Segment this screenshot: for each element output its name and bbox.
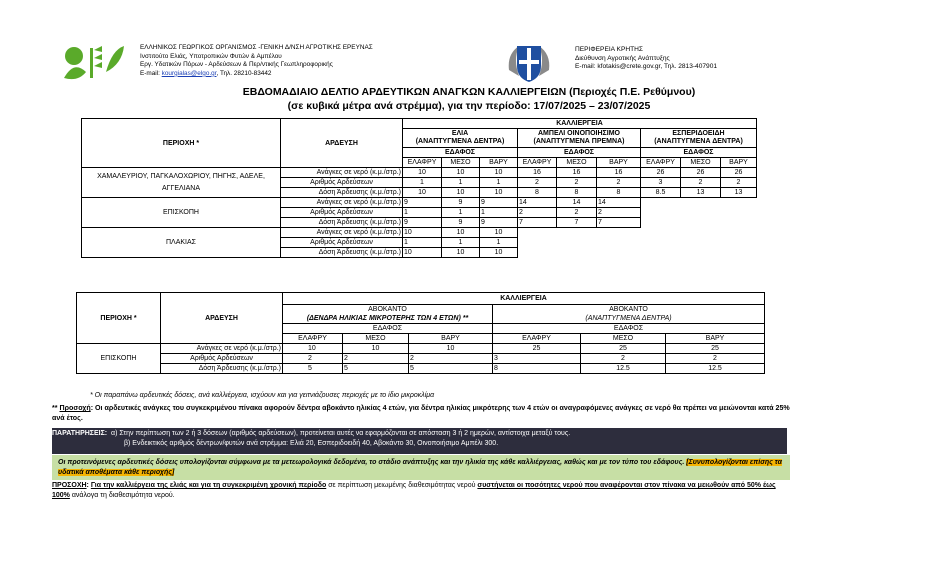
- cell: 2: [681, 178, 721, 188]
- soil-medium: ΜΕΣΟ: [557, 158, 597, 168]
- warning-bold: Για την καλλιέργεια της ελιάς και για τη συγκεκριμένη χρονική περίοδο: [90, 482, 327, 489]
- cell: 7: [597, 218, 641, 228]
- header-right-line-3: E-mail: kfotakis@crete.gov.gr, Τηλ. 2813-407901: [575, 63, 718, 71]
- cell: 25: [493, 344, 581, 354]
- header-irrigation: ΑΡΔΕΥΣΗ: [161, 293, 283, 344]
- cell: 26: [641, 168, 681, 178]
- empty-cell: [518, 228, 757, 238]
- cell: 9: [480, 218, 518, 228]
- cell: 9: [403, 198, 442, 208]
- cell: 10: [283, 344, 343, 354]
- cell: 7: [557, 218, 597, 228]
- cell: 1: [480, 178, 518, 188]
- cell: 2: [597, 208, 641, 218]
- header-irrigation: ΑΡΔΕΥΣΗ: [281, 119, 403, 168]
- footnote-1: * Οι παραπάνω αρδευτικές δόσεις, ανά καλλιέργεια, ισχύουν και για γειτνιάζουσες περιοχές με το ίδιο μικροκλίμα: [90, 392, 435, 399]
- crop-avocado-young: [283, 305, 493, 324]
- row-label: Δόση Άρδευσης (κ.μ./στρ.): [281, 248, 403, 258]
- header-right-line-2: Διεύθυνση Αγροτικής Ανάπτυξης: [575, 54, 670, 62]
- cell: 2: [581, 354, 666, 364]
- cell: 10: [480, 228, 518, 238]
- cell: 2: [518, 178, 557, 188]
- cell: 12.5: [666, 364, 765, 374]
- cell: 5: [409, 364, 493, 374]
- soil-heavy: ΒΑΡΥ: [409, 334, 493, 344]
- cell: 14: [557, 198, 597, 208]
- cell: 9: [442, 218, 480, 228]
- cell: 10: [442, 248, 480, 258]
- cell: 3: [493, 354, 581, 364]
- irrigation-table-2: [76, 292, 765, 374]
- cell: 10: [442, 228, 480, 238]
- row-label: Ανάγκες σε νερό (κ.μ./στρ.): [281, 198, 403, 208]
- row-label: Ανάγκες σε νερό (κ.μ./στρ.): [281, 228, 403, 238]
- cell: 10: [343, 344, 409, 354]
- crop-sub: (ΑΝΑΠΤΥΓΜΕΝΑ ΔΕΝΤΡΑ): [585, 315, 672, 322]
- empty-cell: [518, 238, 757, 248]
- crop-name: ΕΣΠΕΡΙΔΟΕΙΔΗ: [672, 130, 725, 137]
- region-name: ΧΑΜΑΛΕΥΡΙΟΥ, ΠΑΓΚΑΛΟΧΩΡΙΟΥ, ΠΗΓΗΣ, ΑΔΕΛΕ, ΑΓΓΕΛΙΑΝΑ: [82, 168, 281, 198]
- cell: 16: [557, 168, 597, 178]
- soil-light: ΕΛΑΦΡΥ: [518, 158, 557, 168]
- header-crops: ΚΑΛΛΙΕΡΓΕΙΑ: [403, 119, 757, 129]
- soil-medium: ΜΕΣΟ: [343, 334, 409, 344]
- header-right-line-1: ΠΕΡΙΦΕΡΕΙΑ ΚΡΗΤΗΣ: [575, 46, 643, 53]
- footnote-2: [52, 404, 794, 423]
- cell: 10: [442, 168, 480, 178]
- header-left-line-3: Εργ. Υδατικών Πόρων - Αρδεύσεων & Περ/ντικής Γεωπληροφορικής: [140, 61, 333, 69]
- cell: 8: [493, 364, 581, 374]
- soil-light: ΕΛΑΦΡΥ: [403, 158, 442, 168]
- cell: 10: [409, 344, 493, 354]
- header-left-line-2: Ινστιτούτο Ελιάς, Υποτροπικών Φυτών & Αμπέλου: [140, 52, 282, 60]
- cell: 10: [480, 188, 518, 198]
- crop-sub: (ΑΝΑΠΤΥΓΜΕΝΑ ΔΕΝΤΡΑ): [415, 138, 505, 145]
- crop-name: ΑΒΟΚΑΝΤΟ: [368, 306, 407, 313]
- cell: 1: [480, 208, 518, 218]
- soil-light: ΕΛΑΦΡΥ: [493, 334, 581, 344]
- row-label: Δόση Άρδευσης (κ.μ./στρ.): [281, 218, 403, 228]
- header-region: ΠΕΡΙΟΧΗ *: [82, 119, 281, 168]
- header-region: ΠΕΡΙΟΧΗ *: [77, 293, 161, 344]
- soil-light: ΕΛΑΦΡΥ: [283, 334, 343, 344]
- soil-heavy: ΒΑΡΥ: [721, 158, 757, 168]
- phone: , Τηλ. 28210-83442: [216, 69, 272, 77]
- crop-olive: [403, 129, 518, 148]
- row-label: Ανάγκες σε νερό (κ.μ./στρ.): [281, 168, 403, 178]
- cell: 13: [721, 188, 757, 198]
- footnote-2-star: **: [52, 404, 60, 412]
- cell: 14: [597, 198, 641, 208]
- row-label: Δόση Άρδευσης (κ.μ./στρ.): [161, 364, 283, 374]
- greek-coat-of-arms-icon: [505, 40, 553, 86]
- table-row: [82, 228, 757, 238]
- header-left: [60, 42, 480, 86]
- cell: 10: [442, 188, 480, 198]
- cell: 8: [597, 188, 641, 198]
- table-row: [77, 354, 765, 364]
- cell: 7: [518, 218, 557, 228]
- info-box: [52, 455, 790, 480]
- info-highlight: [Συνυπολογίζονται επίσης τα υδατικά αποθέματα κάθε περιοχής]: [58, 459, 782, 476]
- cell: 8.5: [641, 188, 681, 198]
- crop-vine: [518, 129, 641, 148]
- table-row: [82, 198, 757, 208]
- cell: 10: [480, 168, 518, 178]
- region-name: ΕΠΙΣΚΟΠΗ: [82, 198, 281, 228]
- cell: 10: [403, 188, 442, 198]
- cell: 2: [343, 354, 409, 364]
- row-label: Ανάγκες σε νερό (κ.μ./στρ.): [161, 344, 283, 354]
- soil-medium: ΜΕΣΟ: [681, 158, 721, 168]
- warning-mid: σε περίπτωση μειωμένης διαθεσιμότητας νερού: [326, 482, 478, 489]
- cell: 2: [557, 178, 597, 188]
- empty-cell: [641, 208, 757, 218]
- footnote-2-text: : Οι αρδευτικές ανάγκες του συγκεκριμένου πίνακα αφορούν δέντρα αβοκάντο ηλικίας 4 ετών, για δέντρα ηλικίας μικρότερης των 4 ετών οι αναγραφόμενες ανάγκες σε νερό θα πρέπει να μειώνονται κατά 25% ανά έτος.: [52, 404, 790, 422]
- cell: 5: [343, 364, 409, 374]
- region-name: ΕΠΙΣΚΟΠΗ: [77, 344, 161, 374]
- warning-underline: συστήνεται οι ποσότητες νερού που αναφέρονται στον πίνακα να μειωθούν από 50% έως 100%: [52, 482, 776, 499]
- cell: 1: [442, 178, 480, 188]
- soil-heavy: ΒΑΡΥ: [597, 158, 641, 168]
- cell: 9: [480, 198, 518, 208]
- cell: 26: [721, 168, 757, 178]
- cell: 2: [557, 208, 597, 218]
- row-label: Δόση Άρδευσης (κ.μ./στρ.): [281, 188, 403, 198]
- soil-label: ΕΔΑΦΟΣ: [403, 148, 518, 158]
- soil-label: ΕΔΑΦΟΣ: [493, 324, 765, 334]
- table-row: [77, 364, 765, 374]
- cell: 10: [403, 168, 442, 178]
- empty-cell: [641, 198, 757, 208]
- cell: 1: [403, 178, 442, 188]
- soil-medium: ΜΕΣΟ: [442, 158, 480, 168]
- remarks-bar: [52, 428, 787, 454]
- soil-heavy: ΒΑΡΥ: [480, 158, 518, 168]
- soil-light: ΕΛΑΦΡΥ: [641, 158, 681, 168]
- soil-label: ΕΔΑΦΟΣ: [518, 148, 641, 158]
- cell: 10: [403, 248, 442, 258]
- remarks-b: β) Ενδεικτικός αριθμός δέντρων/φυτών ανά στρέμμα: Ελιά 20, Εσπεριδοειδή 40, Αβοκάντο 30, Οινοποιήσιμο Αμπέλι 300.: [124, 440, 499, 447]
- cell: 1: [403, 208, 442, 218]
- cell: 1: [442, 238, 480, 248]
- page-title: ΕΒΔΟΜΑΔΙΑΙΟ ΔΕΛΤΙΟ ΑΡΔΕΥΤΙΚΩΝ ΑΝΑΓΚΩΝ ΚΑΛΛΙΕΡΓΕΙΩΝ (Περιοχές Π.Ε. Ρεθύμνου): [242, 86, 696, 98]
- cell: 3: [641, 178, 681, 188]
- cell: 1: [442, 208, 480, 218]
- cell: 26: [681, 168, 721, 178]
- cell: 25: [581, 344, 666, 354]
- crop-citrus: [641, 129, 757, 148]
- crop-name: ΑΜΠΕΛΙ ΟΙΝΟΠΟΙΗΣΙΜΟ: [538, 130, 620, 137]
- cell: 2: [666, 354, 765, 364]
- elgo-logo: [60, 42, 130, 82]
- header-right: [575, 46, 717, 72]
- soil-medium: ΜΕΣΟ: [581, 334, 666, 344]
- cell: 16: [518, 168, 557, 178]
- cell: 9: [442, 198, 480, 208]
- cell: 2: [597, 178, 641, 188]
- crop-avocado-mature: [493, 305, 765, 324]
- crop-name: ΑΒΟΚΑΝΤΟ: [609, 306, 648, 313]
- cell: 25: [666, 344, 765, 354]
- cell: 12.5: [581, 364, 666, 374]
- cell: 10: [480, 248, 518, 258]
- header-crops: ΚΑΛΛΙΕΡΓΕΙΑ: [283, 293, 765, 305]
- crop-sub: (ΑΝΑΠΤΥΓΜΕΝΑ ΔΕΝΤΡΑ): [654, 138, 743, 145]
- header-left-contact: [140, 70, 373, 79]
- info-text: Οι προτεινόμενες αρδευτικές δόσεις υπολογίζονται σύμφωνα με τα μετεωρολογικά δεδομένα, το στάδιο ανάπτυξης και την ηλικία της κάθε καλλιέργειας, καθώς και με τον τύπο του εδάφους.: [58, 459, 685, 466]
- page-subtitle: (σε κυβικά μέτρα ανά στρέμμα), για την περίοδο: 17/07/2025 – 23/07/2025: [287, 100, 651, 112]
- cell: 2: [409, 354, 493, 364]
- cell: 14: [518, 198, 557, 208]
- warning-end: ανάλογα τη διαθεσιμότητα νερού.: [69, 492, 175, 499]
- row-label: Αριθμός Αρδεύσεων: [281, 238, 403, 248]
- cell: 8: [518, 188, 557, 198]
- row-label: Αριθμός Αρδεύσεων: [281, 208, 403, 218]
- table-row: [77, 344, 765, 354]
- empty-cell: [518, 248, 757, 258]
- cell: 2: [518, 208, 557, 218]
- cell: 8: [557, 188, 597, 198]
- cell: 2: [283, 354, 343, 364]
- region-name: ΠΛΑΚΙΑΣ: [82, 228, 281, 258]
- soil-label: ΕΔΑΦΟΣ: [641, 148, 757, 158]
- table-row: [82, 168, 757, 178]
- cell: 1: [480, 238, 518, 248]
- cell: 2: [721, 178, 757, 188]
- email-label: E-mail:: [140, 69, 162, 77]
- cell: 13: [681, 188, 721, 198]
- irrigation-table-1: [81, 118, 757, 258]
- cell: 5: [283, 364, 343, 374]
- cell: 9: [403, 218, 442, 228]
- row-label: Αριθμός Αρδεύσεων: [161, 354, 283, 364]
- cell: 16: [597, 168, 641, 178]
- crop-sub: (ΔΕΝΔΡΑ ΗΛΙΚΙΑΣ ΜΙΚΡΟΤΕΡΗΣ ΤΩΝ 4 ΕΤΩΝ) **: [306, 315, 469, 322]
- email-link[interactable]: kourgialas@elgo.gr: [161, 69, 217, 77]
- cell: 1: [403, 238, 442, 248]
- row-label: Αριθμός Αρδεύσεων: [281, 178, 403, 188]
- cell: 10: [403, 228, 442, 238]
- crop-name: ΕΛΙΑ: [451, 130, 469, 137]
- soil-heavy: ΒΑΡΥ: [666, 334, 765, 344]
- empty-cell: [641, 218, 757, 228]
- warning-text: ΠΡΟΣΟΧΗ: Για την καλλιέργεια της ελιάς και για τη συγκεκριμένη χρονική περίοδο σε περίπτωση μειωμένης διαθεσιμότητας νερού συστήνεται οι ποσότητες νερού που αναφέρονται στον πίνακα να μειωθούν από 50% έως 100% ανάλογα τη διαθεσιμότητα νερού.: [52, 482, 776, 499]
- soil-label: ΕΔΑΦΟΣ: [283, 324, 493, 334]
- warning-label: ΠΡΟΣΟΧΗ: [52, 482, 87, 489]
- footnote-2-label: Προσοχή: [59, 404, 91, 412]
- remarks-a: α) Στην περίπτωση των 2 ή 3 δόσεων (αριθμός αρδεύσεων), προτείνεται αυτές να εφαρμόζονται σε απόσταση 3 ή 2 ημερών, αντίστοιχα μεταξύ τους.: [111, 430, 571, 437]
- remarks-label: ΠΑΡΑΤΗΡΗΣΕΙΣ:: [52, 430, 108, 437]
- header-left-line-1: ΕΛΛΗΝΙΚΟΣ ΓΕΩΡΓΙΚΟΣ ΟΡΓΑΝΙΣΜΟΣ -ΓΕΝΙΚΗ Δ/ΝΣΗ ΑΓΡΟΤΙΚΗΣ ΕΡΕΥΝΑΣ: [140, 44, 373, 51]
- crop-sub: (ΑΝΑΠΤΥΓΜΕΝΑ ΠΡΕΜΝΑ): [533, 138, 625, 145]
